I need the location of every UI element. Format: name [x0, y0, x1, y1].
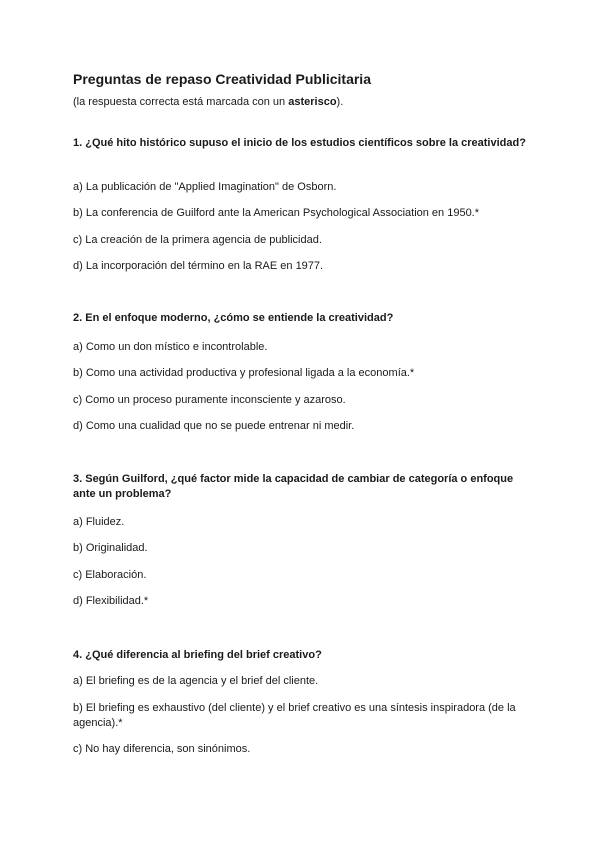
answer-option: a) Como un don místico e incontrolable.	[73, 341, 268, 353]
answer-option: b) Como una actividad productiva y profesional ligada a la economía.*	[73, 367, 415, 379]
question-text: 4. ¿Qué diferencia al briefing del brief creativo?	[73, 649, 322, 661]
answer-option: c) La creación de la primera agencia de publicidad.	[73, 234, 322, 246]
answer-option: b) El briefing es exhaustivo (del cliente) y el brief creativo es una síntesis inspiradora (de la agencia).*	[73, 702, 516, 729]
answer-option: b) La conferencia de Guilford ante la American Psychological Association en 1950.*	[73, 207, 480, 219]
answer-option: a) Fluidez.	[73, 516, 125, 528]
question-4	[73, 648, 533, 755]
question-text: 1. ¿Qué hito histórico supuso el inicio de los estudios científicos sobre la creatividad?	[73, 137, 526, 149]
question-text: 3. Según Guilford, ¿qué factor mide la capacidad de cambiar de categoría o enfoque ante un problema?	[73, 473, 514, 500]
answer-option: c) No hay diferencia, son sinónimos.	[73, 743, 251, 755]
subtitle-emphasis: asterisco	[288, 96, 337, 108]
page-title: Preguntas de repaso Creatividad Publicitaria	[73, 71, 371, 87]
subtitle-text: (la respuesta correcta está marcada con un	[73, 96, 289, 108]
question-2	[73, 311, 533, 432]
answer-option: c) Elaboración.	[73, 569, 147, 581]
answer-option: d) Como una cualidad que no se puede entrenar ni medir.	[73, 420, 355, 432]
question-text: 2. En el enfoque moderno, ¿cómo se entiende la creatividad?	[73, 312, 394, 324]
subtitle-note	[73, 96, 343, 108]
question-3	[73, 472, 533, 607]
answer-option: a) La publicación de "Applied Imagination" de Osborn.	[73, 181, 337, 193]
answer-option: d) Flexibilidad.*	[73, 595, 149, 607]
answer-option: c) Como un proceso puramente inconsciente y azaroso.	[73, 394, 346, 406]
subtitle-end: ).	[336, 96, 344, 108]
answer-option: d) La incorporación del término en la RAE en 1977.	[73, 260, 324, 272]
question-1	[73, 136, 533, 272]
answer-option: b) Originalidad.	[73, 542, 148, 554]
answer-option: a) El briefing es de la agencia y el brief del cliente.	[73, 675, 319, 687]
